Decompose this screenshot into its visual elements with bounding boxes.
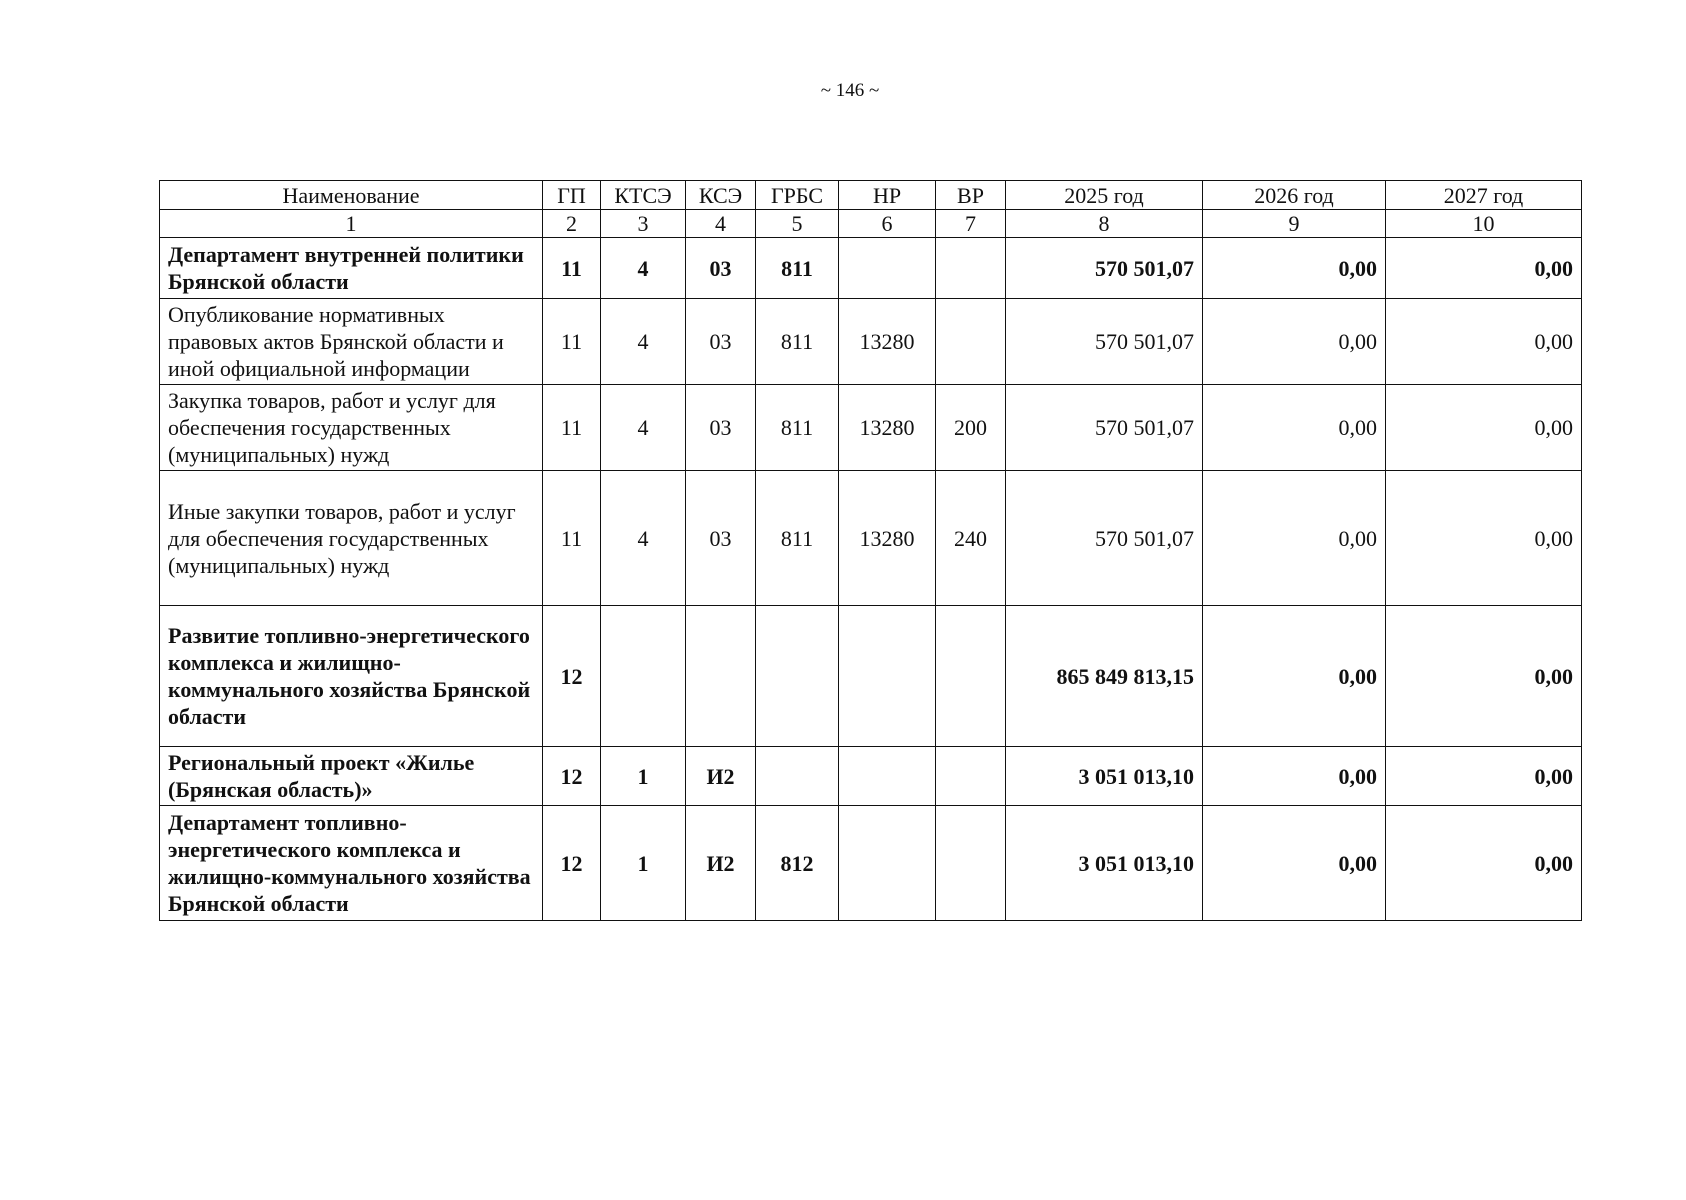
row-name: Региональный проект «Жилье (Брянская область)» — [160, 747, 543, 806]
column-number: 7 — [936, 210, 1006, 238]
row-amount-2026: 0,00 — [1203, 747, 1386, 806]
table-row — [160, 806, 1582, 921]
row-gp: 11 — [543, 471, 601, 606]
row-amount-2026: 0,00 — [1203, 385, 1386, 471]
row-kse: И2 — [686, 747, 756, 806]
header-2027: 2027 год — [1386, 181, 1582, 210]
row-ktse: 4 — [601, 471, 686, 606]
row-amount-2027: 0,00 — [1386, 238, 1582, 299]
column-number: 2 — [543, 210, 601, 238]
header-vr: ВР — [936, 181, 1006, 210]
row-ktse: 4 — [601, 238, 686, 299]
table-row — [160, 606, 1582, 747]
row-amount-2026: 0,00 — [1203, 299, 1386, 385]
row-vr — [936, 606, 1006, 747]
row-name: Развитие топливно-энергетического комплекса и жилищно-коммунального хозяйства Брянской области — [160, 606, 543, 747]
column-number: 6 — [839, 210, 936, 238]
row-nr — [839, 806, 936, 921]
row-gp: 12 — [543, 806, 601, 921]
row-amount-2026: 0,00 — [1203, 606, 1386, 747]
row-gp: 11 — [543, 299, 601, 385]
row-amount-2025: 3 051 013,10 — [1006, 747, 1203, 806]
row-nr: 13280 — [839, 471, 936, 606]
header-row — [160, 181, 1582, 210]
header-kse: КСЭ — [686, 181, 756, 210]
column-number: 1 — [160, 210, 543, 238]
header-name: Наименование — [160, 181, 543, 210]
row-amount-2027: 0,00 — [1386, 471, 1582, 606]
table-row — [160, 747, 1582, 806]
row-amount-2025: 570 501,07 — [1006, 471, 1203, 606]
row-ktse: 4 — [601, 385, 686, 471]
row-kse: 03 — [686, 299, 756, 385]
row-amount-2025: 3 051 013,10 — [1006, 806, 1203, 921]
row-vr — [936, 299, 1006, 385]
row-nr: 13280 — [839, 299, 936, 385]
row-vr — [936, 747, 1006, 806]
row-amount-2025: 865 849 813,15 — [1006, 606, 1203, 747]
row-vr: 200 — [936, 385, 1006, 471]
row-gp: 12 — [543, 747, 601, 806]
row-vr — [936, 806, 1006, 921]
row-ktse: 1 — [601, 747, 686, 806]
page-number: ~ 146 ~ — [820, 80, 880, 101]
row-grbs: 812 — [756, 806, 839, 921]
header-grbs: ГРБС — [756, 181, 839, 210]
row-kse: 03 — [686, 471, 756, 606]
row-grbs: 811 — [756, 385, 839, 471]
row-nr — [839, 747, 936, 806]
header-2026: 2026 год — [1203, 181, 1386, 210]
row-grbs: 811 — [756, 238, 839, 299]
column-number: 5 — [756, 210, 839, 238]
row-amount-2027: 0,00 — [1386, 747, 1582, 806]
row-amount-2026: 0,00 — [1203, 238, 1386, 299]
row-grbs: 811 — [756, 299, 839, 385]
row-vr — [936, 238, 1006, 299]
row-nr — [839, 238, 936, 299]
row-name: Опубликование нормативных правовых актов Брянской области и иной официальной информации — [160, 299, 543, 385]
row-kse — [686, 606, 756, 747]
row-gp: 11 — [543, 238, 601, 299]
row-kse: 03 — [686, 385, 756, 471]
column-number: 10 — [1386, 210, 1582, 238]
row-kse: 03 — [686, 238, 756, 299]
header-2025: 2025 год — [1006, 181, 1203, 210]
row-amount-2025: 570 501,07 — [1006, 238, 1203, 299]
table-row — [160, 238, 1582, 299]
column-number: 3 — [601, 210, 686, 238]
row-nr: 13280 — [839, 385, 936, 471]
row-amount-2027: 0,00 — [1386, 606, 1582, 747]
table-row — [160, 471, 1582, 606]
row-amount-2026: 0,00 — [1203, 806, 1386, 921]
column-number-row — [160, 210, 1582, 238]
row-name: Закупка товаров, работ и услуг для обеспечения государственных (муниципальных) нужд — [160, 385, 543, 471]
column-number: 4 — [686, 210, 756, 238]
header-ktse: КТСЭ — [601, 181, 686, 210]
table-row — [160, 299, 1582, 385]
row-ktse: 1 — [601, 806, 686, 921]
row-amount-2026: 0,00 — [1203, 471, 1386, 606]
header-gp: ГП — [543, 181, 601, 210]
row-gp: 11 — [543, 385, 601, 471]
row-ktse — [601, 606, 686, 747]
row-vr: 240 — [936, 471, 1006, 606]
row-amount-2027: 0,00 — [1386, 299, 1582, 385]
row-amount-2025: 570 501,07 — [1006, 385, 1203, 471]
table-row — [160, 385, 1582, 471]
row-ktse: 4 — [601, 299, 686, 385]
row-amount-2027: 0,00 — [1386, 385, 1582, 471]
row-gp: 12 — [543, 606, 601, 747]
row-amount-2027: 0,00 — [1386, 806, 1582, 921]
row-kse: И2 — [686, 806, 756, 921]
column-number: 8 — [1006, 210, 1203, 238]
row-name: Департамент внутренней политики Брянской области — [160, 238, 543, 299]
row-nr — [839, 606, 936, 747]
row-grbs: 811 — [756, 471, 839, 606]
row-grbs — [756, 606, 839, 747]
row-amount-2025: 570 501,07 — [1006, 299, 1203, 385]
row-name: Департамент топливно-энергетического комплекса и жилищно-коммунального хозяйства Брянской области — [160, 806, 543, 921]
row-grbs — [756, 747, 839, 806]
budget-table — [159, 180, 1582, 921]
column-number: 9 — [1203, 210, 1386, 238]
header-nr: НР — [839, 181, 936, 210]
row-name: Иные закупки товаров, работ и услуг для обеспечения государственных (муниципальных) нужд — [160, 471, 543, 606]
